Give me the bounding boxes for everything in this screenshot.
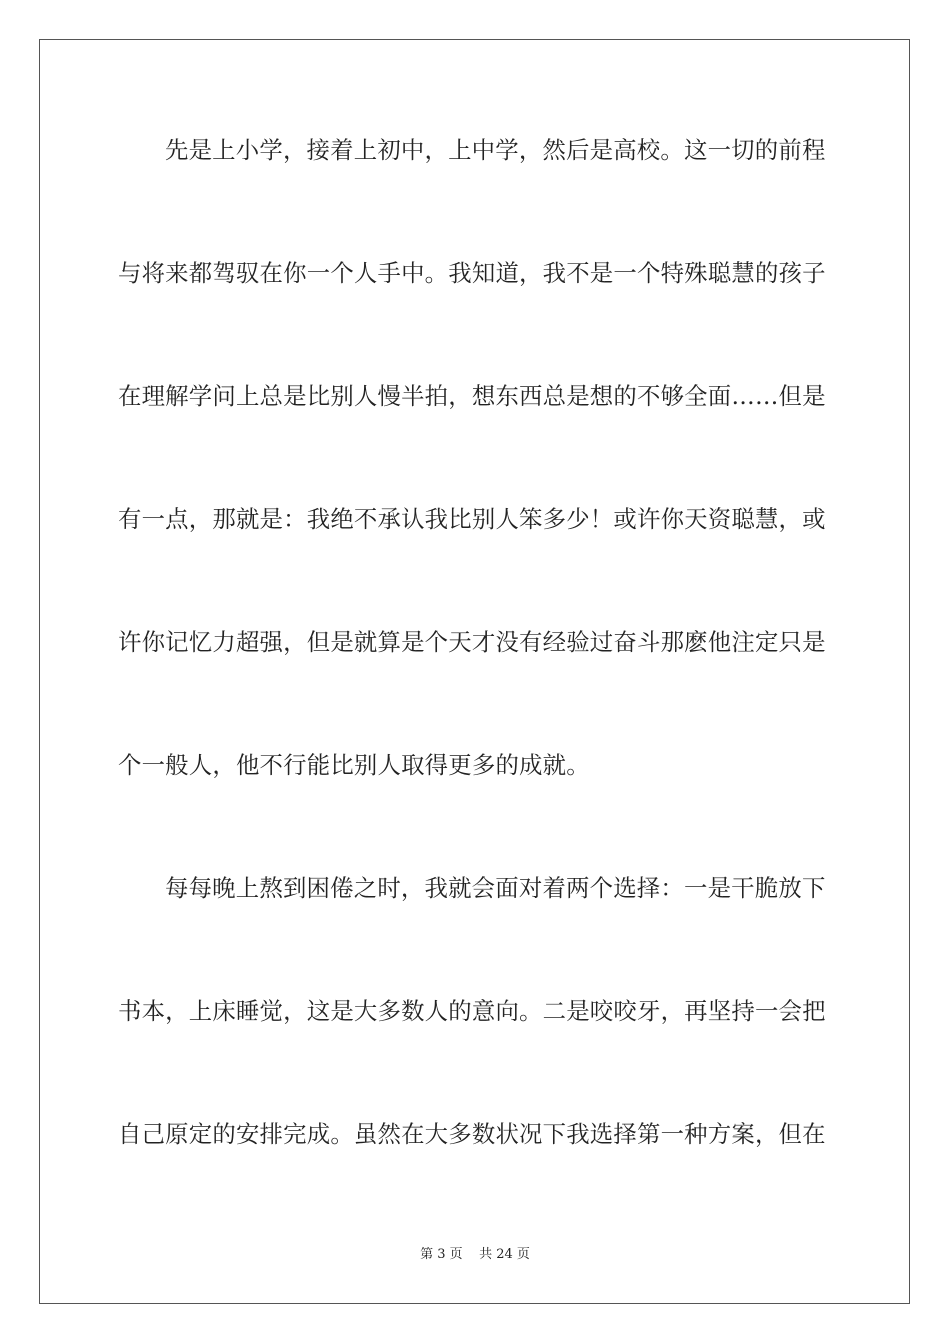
paragraph-1-line-6: 个一般人，他不行能比别人取得更多的成就。 — [118, 751, 590, 779]
paragraph-1-line-4: 有一点，那就是：我绝不承认我比别人笨多少！或许你天资聪慧，或 — [118, 505, 826, 533]
paragraph-2-line-3: 自己原定的安排完成。虽然在大多数状况下我选择第一种方案，但在 — [118, 1120, 826, 1148]
page-border — [39, 39, 910, 1304]
paragraph-1-line-5: 许你记忆力超强，但是就算是个天才没有经验过奋斗那麽他注定只是 — [118, 628, 826, 656]
paragraph-1-line-1: 先是上小学，接着上初中，上中学，然后是高校。这一切的前程 — [165, 136, 826, 164]
paragraph-2-line-2: 书本，上床睡觉，这是大多数人的意向。二是咬咬牙，再坚持一会把 — [118, 997, 826, 1025]
page-number-footer: 第 3 页 共 24 页 — [420, 1247, 530, 1262]
paragraph-1-line-3: 在理解学问上总是比别人慢半拍，想东西总是想的不够全面……但是 — [118, 382, 826, 410]
paragraph-1-line-2: 与将来都驾驭在你一个人手中。我知道，我不是一个特殊聪慧的孩子 — [118, 259, 826, 287]
paragraph-2-line-1: 每每晚上熬到困倦之时，我就会面对着两个选择：一是干脆放下 — [165, 874, 826, 902]
